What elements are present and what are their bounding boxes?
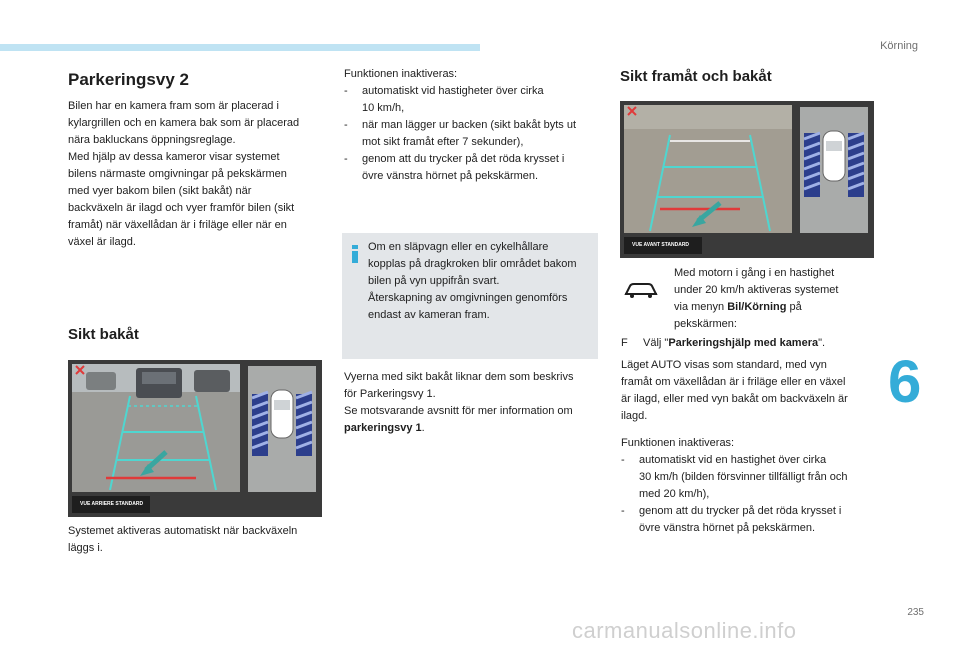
list-item [344, 151, 600, 185]
auto-line: är ilagd, eller med vyn bakåt om backväxeln är [621, 393, 848, 405]
setting-name: Parkeringshjälp med kamera [668, 337, 819, 349]
info-box [342, 233, 598, 359]
front-rear-heading: Sikt framåt och bakåt [620, 68, 772, 85]
header-accent-bar [0, 44, 480, 51]
info-line: bilen på vyn uppifrån svart. [368, 275, 500, 287]
list-item-line: mot sikt framåt efter 7 sekunder), [362, 136, 524, 148]
page-title: Parkeringsvy 2 [68, 70, 189, 89]
intro-line: nära bakluckans öppningsreglage. [68, 134, 236, 146]
rear-view-heading: Sikt bakåt [68, 326, 139, 343]
front-camera-label: VUE AVANT STANDARD [632, 242, 690, 248]
similar-line: Se motsvarande avsnitt för mer information om [344, 405, 573, 417]
bullet-icon: F [621, 337, 628, 349]
deactivation-title: Funktionen inaktiveras: [344, 68, 458, 80]
watermark: carmanualsonline.info [572, 618, 797, 643]
similar-line: Vyerna med sikt bakåt liknar dem som beskrivs [344, 371, 574, 383]
deactivation-list-rear [344, 66, 600, 185]
list-dash: - [344, 119, 348, 131]
list-item-line: övre vänstra hörnet på pekskärmen. [362, 170, 539, 182]
intro-line: växel är ilagd. [68, 236, 136, 248]
list-dash: - [621, 454, 625, 466]
front-camera-screen [620, 101, 874, 258]
intro-line: framåt) när växellådan är i friläge eller när en [68, 219, 287, 231]
menu-path: Bil/Körning [727, 301, 787, 313]
auto-line: Läget AUTO visas som standard, med vyn [621, 359, 827, 371]
intro-line: kylargrillen och en kamera bak som är placerad [68, 117, 300, 129]
auto-line: ilagd. [621, 410, 648, 422]
list-item [621, 452, 881, 503]
similar-end: . [421, 422, 425, 434]
menu-prefix: via menyn [674, 301, 728, 313]
menu-suffix: på [786, 301, 802, 313]
info-line: endast av kameran fram. [368, 309, 490, 321]
section-label: Körning [880, 40, 918, 52]
list-item-line: med 20 km/h), [639, 488, 710, 500]
rear-camera-screen [68, 360, 322, 517]
engine-line: under 20 km/h aktiveras systemet [674, 284, 839, 296]
similar-line: för Parkeringsvy 1. [344, 388, 436, 400]
info-line: kopplas på dragkroken blir området bakom [368, 258, 577, 270]
rear-caption [68, 523, 330, 557]
list-dash: - [344, 85, 348, 97]
select-instruction [621, 335, 881, 352]
chapter-number: 6 [888, 348, 922, 415]
similar-views-paragraph [344, 369, 600, 437]
list-dash: - [621, 505, 625, 517]
rear-camera-illustration [68, 360, 322, 517]
rear-camera-label: VUE ARRIERE STANDARD [80, 501, 144, 507]
list-item-line: 30 km/h (bilden försvinner tillfälligt från och [639, 471, 848, 483]
info-text [368, 239, 594, 324]
list-item-line: 10 km/h, [362, 102, 405, 114]
engine-line: Med motorn i gång i en hastighet [674, 267, 835, 279]
engine-running-paragraph [674, 265, 874, 333]
info-line: Om en släpvagn eller en cykelhållare [368, 241, 549, 253]
select-prefix: Välj " [643, 337, 669, 349]
auto-line: framåt om växellådan är i friläge eller en växel [621, 376, 846, 388]
deactivation-list-front [621, 435, 881, 537]
page-number: 235 [907, 607, 924, 618]
menu-end: pekskärmen: [674, 318, 737, 330]
deactivation-title: Funktionen inaktiveras: [621, 437, 735, 449]
info-line: Återskapning av omgivningen genomförs [368, 292, 568, 304]
caption-line: läggs i. [68, 542, 103, 554]
list-item [621, 503, 881, 537]
intro-line: Bilen har en kamera fram som är placerad i [68, 100, 279, 112]
list-item-line: automatiskt vid hastigheter över cirka [362, 85, 544, 97]
list-item [344, 117, 600, 151]
intro-line: backväxeln är ilagd och vyer framför bilen (sikt [68, 202, 295, 214]
list-item-line: genom att du trycker på det röda krysset i [639, 505, 842, 517]
auto-mode-paragraph [621, 357, 877, 425]
intro-paragraph [68, 98, 330, 251]
select-suffix: ". [818, 337, 826, 349]
caption-line: Systemet aktiveras automatiskt när backväxeln [68, 525, 298, 537]
info-icon [352, 245, 358, 263]
list-item [344, 83, 600, 117]
list-dash: - [344, 153, 348, 165]
intro-line: bilens närmaste omgivningar på pekskärmen [68, 168, 287, 180]
list-item-line: genom att du trycker på det röda krysset i [362, 153, 565, 165]
car-icon [622, 278, 660, 302]
intro-line: med vyer bakom bilen (sikt bakåt) när [68, 185, 252, 197]
intro-line: Med hjälp av dessa kameror visar systemet [68, 151, 280, 163]
list-item-line: övre vänstra hörnet på pekskärmen. [639, 522, 816, 534]
list-item-line: automatiskt vid en hastighet över cirka [639, 454, 827, 466]
reference-link-text: parkeringsvy 1 [344, 422, 422, 434]
list-item-line: när man lägger ur backen (sikt bakåt byts ut [362, 119, 576, 131]
front-camera-illustration [620, 101, 874, 258]
